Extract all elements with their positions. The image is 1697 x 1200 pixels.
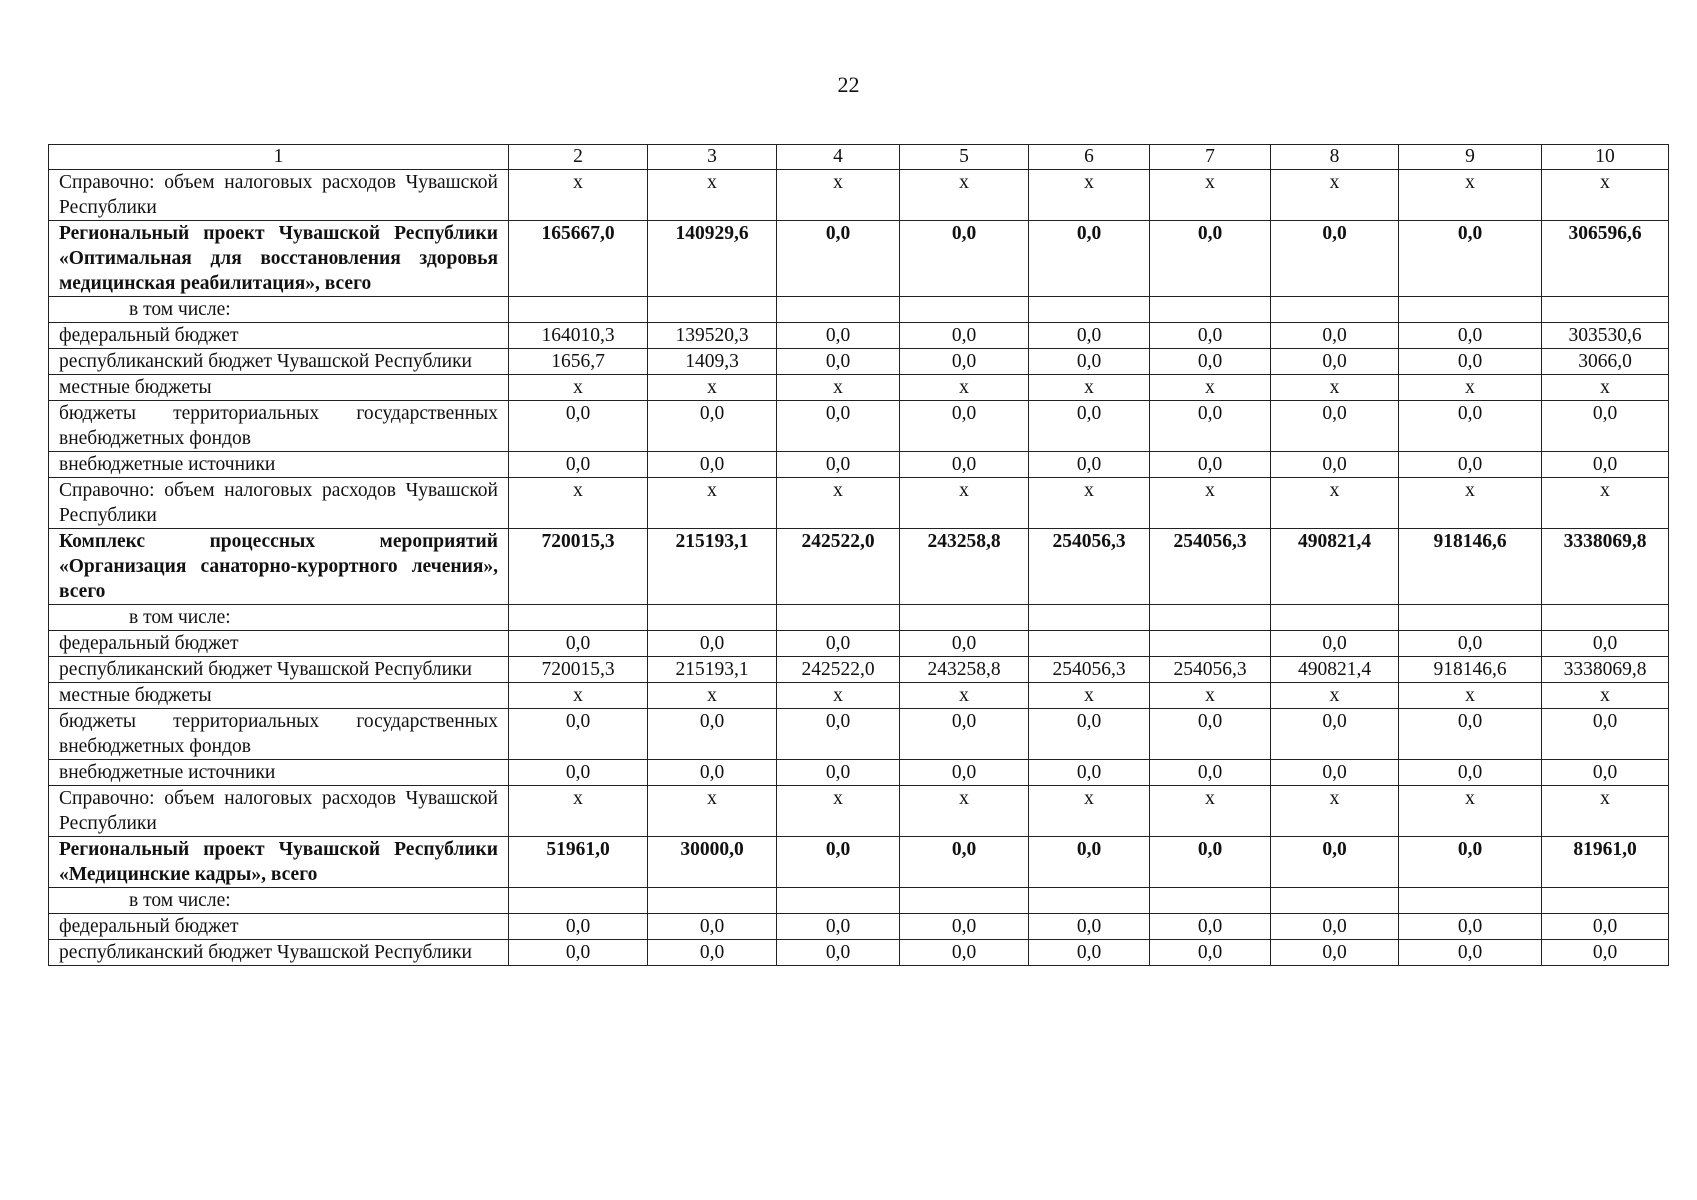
row-label: бюджеты территориальных государственных внебюджетных фондов [49,401,509,452]
value-cell: 0,0 [1271,760,1399,786]
value-cell: х [648,375,777,401]
value-cell: 490821,4 [1271,529,1399,605]
value-cell: 0,0 [1271,940,1399,966]
value-cell: 0,0 [1029,323,1150,349]
table-row [49,683,1669,709]
value-cell: х [1271,683,1399,709]
table-row [49,401,1669,452]
value-cell: 0,0 [900,914,1029,940]
value-cell [1399,888,1542,914]
value-cell: 0,0 [1029,837,1150,888]
value-cell: х [1029,375,1150,401]
value-cell [1150,605,1271,631]
value-cell: 51961,0 [509,837,648,888]
value-cell: 0,0 [1150,349,1271,375]
table-row [49,888,1669,914]
value-cell: 3338069,8 [1542,529,1669,605]
value-cell: 0,0 [777,401,900,452]
value-cell: 0,0 [1542,914,1669,940]
value-cell: 0,0 [1542,760,1669,786]
value-cell: х [648,170,777,221]
value-cell [1150,631,1271,657]
row-label: бюджеты территориальных государственных внебюджетных фондов [49,709,509,760]
value-cell: 0,0 [1542,631,1669,657]
value-cell: х [509,478,648,529]
value-cell: х [1542,683,1669,709]
value-cell: 0,0 [1399,940,1542,966]
value-cell: 0,0 [1150,401,1271,452]
value-cell: х [509,375,648,401]
value-cell: х [900,683,1029,709]
value-cell: 0,0 [1029,349,1150,375]
page-number: 22 [837,72,860,97]
value-cell: 0,0 [777,760,900,786]
value-cell: 0,0 [900,837,1029,888]
table-row [49,478,1669,529]
value-cell: 0,0 [648,940,777,966]
value-cell [1271,888,1399,914]
value-cell: 0,0 [777,709,900,760]
value-cell: 720015,3 [509,529,648,605]
value-cell: х [900,478,1029,529]
value-cell: 0,0 [509,914,648,940]
value-cell: 0,0 [648,709,777,760]
value-cell: 0,0 [509,631,648,657]
value-cell: 242522,0 [777,529,900,605]
value-cell [900,605,1029,631]
value-cell: 0,0 [1542,709,1669,760]
value-cell [1542,297,1669,323]
value-cell: х [648,478,777,529]
value-cell: х [1399,375,1542,401]
value-cell [648,888,777,914]
column-header: 9 [1399,145,1542,170]
value-cell: 0,0 [1029,760,1150,786]
value-cell: 0,0 [1271,221,1399,297]
column-header: 2 [509,145,648,170]
column-number-row [49,145,1669,170]
value-cell: 1656,7 [509,349,648,375]
column-header: 8 [1271,145,1399,170]
column-header: 3 [648,145,777,170]
value-cell: 1409,3 [648,349,777,375]
value-cell: 0,0 [1150,221,1271,297]
value-cell: х [1150,375,1271,401]
value-cell: х [777,683,900,709]
value-cell [1029,888,1150,914]
value-cell [777,888,900,914]
value-cell: 243258,8 [900,529,1029,605]
value-cell: 0,0 [648,760,777,786]
row-label: внебюджетные источники [49,452,509,478]
value-cell: 0,0 [777,323,900,349]
value-cell: х [1399,478,1542,529]
value-cell: 918146,6 [1399,657,1542,683]
table-row [49,452,1669,478]
table-body [49,145,1669,966]
row-label: в том числе: [49,888,509,914]
value-cell: 0,0 [509,452,648,478]
value-cell: 0,0 [1542,940,1669,966]
table-row [49,657,1669,683]
value-cell: 0,0 [1542,452,1669,478]
budget-table [48,144,1669,966]
value-cell [900,297,1029,323]
value-cell: 0,0 [900,760,1029,786]
value-cell: х [1542,375,1669,401]
table-row [49,529,1669,605]
value-cell: х [1150,478,1271,529]
value-cell: 0,0 [1271,401,1399,452]
value-cell: 0,0 [1399,323,1542,349]
value-cell: 0,0 [1150,914,1271,940]
table-row [49,605,1669,631]
value-cell: 0,0 [1271,323,1399,349]
value-cell [1399,297,1542,323]
value-cell [648,605,777,631]
table-row [49,170,1669,221]
table-row [49,709,1669,760]
value-cell: 0,0 [1150,760,1271,786]
value-cell: 918146,6 [1399,529,1542,605]
value-cell: 0,0 [777,349,900,375]
value-cell: х [1542,478,1669,529]
value-cell: х [1542,170,1669,221]
value-cell: 0,0 [900,323,1029,349]
row-label: Комплекс процессных мероприятий «Организация санаторно-курортного лечения», всего [49,529,509,605]
value-cell: 0,0 [1029,914,1150,940]
value-cell: 0,0 [1271,709,1399,760]
column-header: 7 [1150,145,1271,170]
value-cell: 0,0 [1399,914,1542,940]
value-cell: 81961,0 [1542,837,1669,888]
row-label: местные бюджеты [49,375,509,401]
value-cell: х [1399,683,1542,709]
column-header: 5 [900,145,1029,170]
value-cell: 0,0 [900,709,1029,760]
value-cell: 0,0 [1399,709,1542,760]
value-cell: 140929,6 [648,221,777,297]
value-cell: 139520,3 [648,323,777,349]
value-cell [900,888,1029,914]
table-row [49,375,1669,401]
value-cell: х [1271,786,1399,837]
column-header: 4 [777,145,900,170]
value-cell: 0,0 [1271,349,1399,375]
row-label: в том числе: [49,297,509,323]
value-cell: 0,0 [509,709,648,760]
table-row [49,940,1669,966]
value-cell: 0,0 [900,221,1029,297]
row-label: Справочно: объем налоговых расходов Чувашской Республики [49,786,509,837]
value-cell [777,297,900,323]
value-cell: х [1150,786,1271,837]
value-cell: 0,0 [648,914,777,940]
value-cell: 3066,0 [1542,349,1669,375]
table-row [49,323,1669,349]
value-cell: х [1029,170,1150,221]
value-cell: 0,0 [1029,221,1150,297]
value-cell: 0,0 [777,452,900,478]
value-cell: 0,0 [1399,837,1542,888]
value-cell: 0,0 [1150,323,1271,349]
value-cell [1029,297,1150,323]
value-cell: х [900,786,1029,837]
value-cell: 0,0 [648,401,777,452]
value-cell: 490821,4 [1271,657,1399,683]
value-cell: 0,0 [1399,631,1542,657]
row-label: федеральный бюджет [49,631,509,657]
value-cell: 165667,0 [509,221,648,297]
value-cell: 720015,3 [509,657,648,683]
value-cell [777,605,900,631]
row-label: Справочно: объем налоговых расходов Чувашской Республики [49,478,509,529]
value-cell [1271,605,1399,631]
value-cell: х [777,478,900,529]
value-cell: 0,0 [1271,452,1399,478]
value-cell [1029,605,1150,631]
value-cell: 303530,6 [1542,323,1669,349]
value-cell: 0,0 [1029,940,1150,966]
row-label: Региональный проект Чувашской Республики «Медицинские кадры», всего [49,837,509,888]
table-row [49,914,1669,940]
value-cell: 3338069,8 [1542,657,1669,683]
value-cell: 0,0 [1271,631,1399,657]
value-cell: 0,0 [509,940,648,966]
value-cell: 0,0 [1399,221,1542,297]
value-cell: 254056,3 [1150,657,1271,683]
row-label: федеральный бюджет [49,323,509,349]
value-cell: 0,0 [900,631,1029,657]
value-cell: 0,0 [900,401,1029,452]
value-cell: х [777,375,900,401]
value-cell: 0,0 [1399,452,1542,478]
value-cell: х [1150,683,1271,709]
value-cell: 0,0 [1150,940,1271,966]
value-cell: 0,0 [1150,837,1271,888]
value-cell: 0,0 [1029,709,1150,760]
value-cell: 0,0 [777,940,900,966]
value-cell: х [1271,375,1399,401]
value-cell [509,888,648,914]
table-row [49,760,1669,786]
value-cell [1542,888,1669,914]
value-cell: 0,0 [1150,709,1271,760]
value-cell: х [648,786,777,837]
row-label: республиканский бюджет Чувашской Республики [49,940,509,966]
value-cell: х [1271,478,1399,529]
value-cell: 0,0 [900,349,1029,375]
value-cell: 243258,8 [900,657,1029,683]
value-cell [1271,297,1399,323]
column-header: 6 [1029,145,1150,170]
value-cell: х [777,786,900,837]
value-cell: х [648,683,777,709]
table-row [49,631,1669,657]
row-label: Региональный проект Чувашской Республики «Оптимальная для восстановления здоровья медицинская реабилитация», всего [49,221,509,297]
value-cell: 0,0 [1399,401,1542,452]
row-label: республиканский бюджет Чувашской Республики [49,657,509,683]
value-cell: 0,0 [1542,401,1669,452]
value-cell: х [777,170,900,221]
row-label: Справочно: объем налоговых расходов Чувашской Республики [49,170,509,221]
value-cell: 0,0 [1150,452,1271,478]
value-cell: 254056,3 [1150,529,1271,605]
value-cell: 0,0 [1271,914,1399,940]
value-cell: х [1271,170,1399,221]
value-cell: 0,0 [900,940,1029,966]
value-cell: 0,0 [648,452,777,478]
value-cell: 0,0 [648,631,777,657]
table-row [49,786,1669,837]
value-cell: 0,0 [1271,837,1399,888]
value-cell: х [1029,478,1150,529]
value-cell: 0,0 [509,760,648,786]
value-cell: 0,0 [1029,401,1150,452]
value-cell [509,605,648,631]
value-cell: 0,0 [1399,349,1542,375]
value-cell: 254056,3 [1029,657,1150,683]
value-cell: 30000,0 [648,837,777,888]
value-cell: х [1150,170,1271,221]
table-row [49,221,1669,297]
row-label: федеральный бюджет [49,914,509,940]
value-cell [648,297,777,323]
value-cell [1150,888,1271,914]
table-row [49,349,1669,375]
row-label: республиканский бюджет Чувашской Республики [49,349,509,375]
row-label: местные бюджеты [49,683,509,709]
value-cell: 254056,3 [1029,529,1150,605]
row-label: в том числе: [49,605,509,631]
value-cell: х [509,170,648,221]
value-cell: 0,0 [509,401,648,452]
table-row [49,837,1669,888]
value-cell: 215193,1 [648,529,777,605]
value-cell: х [1029,786,1150,837]
value-cell [1399,605,1542,631]
value-cell: 0,0 [1029,452,1150,478]
column-header: 10 [1542,145,1669,170]
row-label: внебюджетные источники [49,760,509,786]
value-cell: х [1399,170,1542,221]
value-cell [509,297,648,323]
column-header: 1 [49,145,509,170]
value-cell: 164010,3 [509,323,648,349]
value-cell: х [1029,683,1150,709]
value-cell: х [900,375,1029,401]
value-cell: х [900,170,1029,221]
value-cell: 0,0 [777,914,900,940]
value-cell [1029,631,1150,657]
value-cell: 306596,6 [1542,221,1669,297]
value-cell: х [1542,786,1669,837]
value-cell [1542,605,1669,631]
value-cell: х [509,683,648,709]
value-cell [1150,297,1271,323]
value-cell: 0,0 [777,631,900,657]
value-cell: 242522,0 [777,657,900,683]
value-cell: х [509,786,648,837]
value-cell: 0,0 [1399,760,1542,786]
value-cell: 215193,1 [648,657,777,683]
value-cell: х [1399,786,1542,837]
value-cell: 0,0 [900,452,1029,478]
value-cell: 0,0 [777,837,900,888]
table-row [49,297,1669,323]
value-cell: 0,0 [777,221,900,297]
